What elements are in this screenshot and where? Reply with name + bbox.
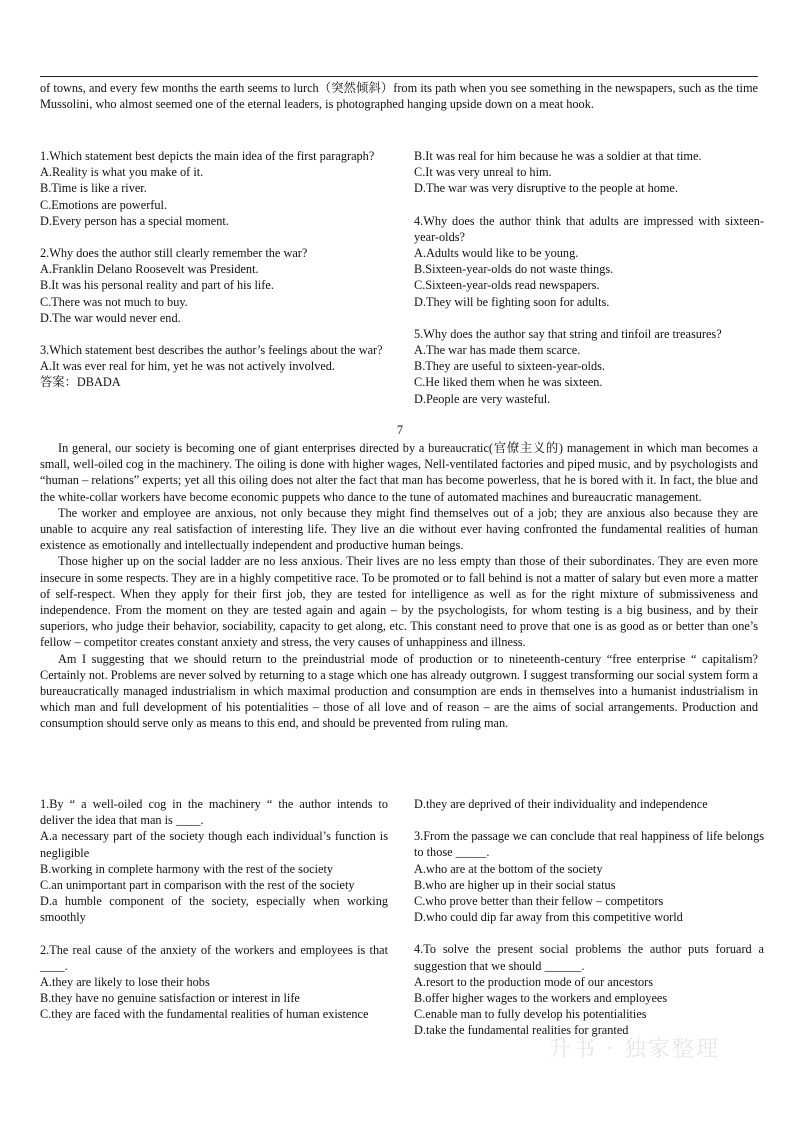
option: B.They are useful to sixteen-year-olds.	[414, 359, 605, 374]
option: C.they are faced with the fundamental realities of human existence	[40, 1007, 369, 1022]
option: C.an unimportant part in comparison with the rest of the society	[40, 878, 355, 893]
option: B.working in complete harmony with the rest of the society	[40, 861, 334, 876]
option: D.who could dip far away from this competitive world	[414, 910, 683, 925]
option: C.There was not much to buy.	[40, 294, 188, 309]
question: 3.From the passage we can conclude that real happiness of life belongs to those _____.	[414, 829, 764, 860]
option: B.It was his personal reality and part of his life.	[40, 278, 274, 293]
option: C.It was very unreal to him.	[414, 165, 552, 180]
option: C.who prove better than their fellow – competitors	[414, 894, 664, 909]
option: A.It was ever real for him, yet he was not actively involved.	[40, 359, 336, 374]
option: A.they are likely to lose their hobs	[40, 975, 210, 990]
option: D.a humble component of the society, especially when working smoothly	[40, 894, 388, 925]
question: 5.Why does the author say that string and tinfoil are treasures?	[414, 326, 722, 341]
option: B.they have no genuine satisfaction or interest in life	[40, 991, 300, 1006]
option: C.He liked them when he was sixteen.	[414, 375, 603, 390]
watermark: 升书 · 独家整理	[549, 1037, 720, 1062]
question: 1.Which statement best depicts the main idea of the first paragraph?	[40, 149, 375, 163]
option: A.Franklin Delano Roosevelt was President.	[40, 262, 259, 277]
option: D.The war was very disruptive to the people at home.	[414, 181, 678, 196]
option: D.They will be fighting soon for adults.	[414, 294, 610, 309]
option: C.Sixteen-year-olds read newspapers.	[414, 278, 600, 293]
question: 4.Why does the author think that adults are impressed with sixteen-year-olds?	[414, 213, 764, 244]
question: 1.By “ a well-oiled cog in the machinery “ the author intends to deliver the idea that man is ____.	[40, 797, 388, 828]
option: D.People are very wasteful.	[414, 391, 551, 406]
set2-left-column	[40, 796, 388, 1023]
section-number: 7	[396, 423, 404, 437]
option: D.they are deprived of their individuality and independence	[414, 797, 708, 811]
question: 4.To solve the present social problems the author puts foruard a suggestion that we should ______.	[414, 942, 764, 973]
intro-paragraph: of towns, and every few months the earth seems to lurch（突然倾斜）from its path when you see something in the newspapers, such as the time Mussolini, who almost seemed one of the eternal leaders, is photographed hanging upside down on a meat hook.	[40, 81, 758, 112]
option: B.who are higher up in their social status	[414, 877, 616, 892]
question: 2.The real cause of the anxiety of the workers and employees is that ____.	[40, 942, 388, 973]
question: 3.Which statement best describes the author’s feelings about the war?	[40, 343, 383, 358]
passage-paragraph: In general, our society is becoming one of giant enterprises directed by a bureaucratic(官僚主义的) management in which man becomes a small, well-oiled cog in the machinery. The oiling is done with higher wages, Nell-ventilated factories and piped music, and by psychologists and “human – relations” experts; yet all this oiling does not alter the fact that man has become powerless, that he is bored with it. In fact, the blue and the white-collar workers have become economic puppets who dance to the tune of automated machines and bureaucratic management.	[40, 441, 758, 504]
option: A.who are at the bottom of the society	[414, 861, 603, 876]
passage-paragraph: Those higher up on the social ladder are no less anxious. Their lives are no less empty than those of their subordinates. They are even more insecure in some respects. They are in a highly competitive race. To be promoted or to fall behind is not a matter of salary but even more a matter of self-respect. When they apply for their first job, they are tested for intelligence as well as for the right mixture of submissiveness and independence. From the moment on they are tested again and again – by the psychologists, for whom testing is a big business, and by their superiors, who judge their behavior, sociability, capacity to get along, etc. This constant need to prove that one is as good as or better than one’s fellow – competitor creates constant anxiety and stress, the very causes of unhappiness and illness.	[40, 554, 758, 650]
option: B.offer higher wages to the workers and employees	[414, 991, 668, 1006]
option: C.enable man to fully develop his potentialities	[414, 1007, 647, 1022]
set1-left-column	[40, 148, 388, 391]
option: A.The war has made them scarce.	[414, 343, 581, 358]
option: A.Reality is what you make of it.	[40, 165, 204, 180]
option: A.a necessary part of the society though each individual’s function is negligible	[40, 829, 388, 860]
option: B.Sixteen-year-olds do not waste things.	[414, 262, 614, 277]
passage-paragraph: Am I suggesting that we should return to the preindustrial mode of production or to nineteenth-century “free enterprise “ capitalism? Certainly not. Problems are never solved by returning to a stage which one has already outgrown. I suggest transforming our social system form a bureaucratically managed industrialism in which maximal production and consumption are ends in themselves into a humanist industrialism in which man and full development of his potentialities – those of all love and of reason – are the aims of social arrangements. Production and consumption should serve only as means to this end, and should be prevented from ruling man.	[40, 651, 758, 731]
option: D.The war would never end.	[40, 310, 181, 325]
option: D.Every person has a special moment.	[40, 213, 229, 228]
option: B.Time is like a river.	[40, 181, 147, 196]
question: 2.Why does the author still clearly remember the war?	[40, 246, 308, 261]
option: A.resort to the production mode of our ancestors	[414, 974, 654, 989]
option: B.It was real for him because he was a soldier at that time.	[414, 149, 702, 163]
top-rule	[40, 76, 758, 77]
passage-paragraph: The worker and employee are anxious, not only because they might find themselves out of a job; they are anxious also because they are unable to acquire any real satisfaction of interesting life. They live an die without ever having confronted the fundamental realities of human existence as emotionally and intellectually independent and productive human beings.	[40, 505, 758, 553]
option: D.take the fundamental realities for granted	[414, 1023, 629, 1038]
option: C.Emotions are powerful.	[40, 197, 168, 212]
answer-key: 答案：DBADA	[40, 375, 121, 390]
set1-right-column	[414, 148, 764, 407]
passage	[40, 440, 758, 732]
set2-right-column	[414, 796, 764, 1039]
option: A.Adults would like to be young.	[414, 246, 579, 261]
